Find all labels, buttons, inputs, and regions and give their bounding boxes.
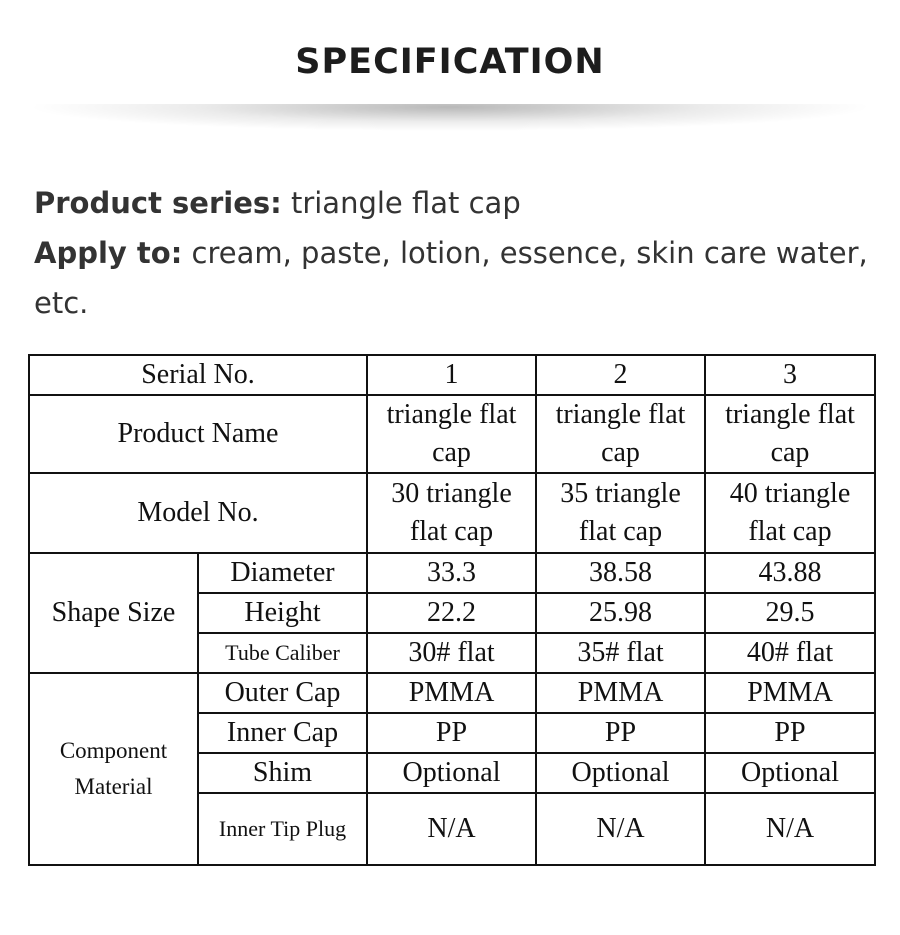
shim-cell: Optional xyxy=(705,753,875,793)
diameter-cell: 38.58 xyxy=(536,553,705,593)
product-name-cell: triangle flat cap xyxy=(705,395,875,473)
component-material-group-cell: Component Material xyxy=(29,673,198,865)
apply-to-line xyxy=(34,228,884,328)
col-header-cell: 2 xyxy=(536,355,705,395)
height-label-cell: Height xyxy=(198,593,367,633)
diameter-cell: 33.3 xyxy=(367,553,536,593)
apply-to-value: cream, paste, lotion, essence, skin care water, etc. xyxy=(34,236,868,320)
tube-caliber-cell: 35# flat xyxy=(536,633,705,673)
model-cell: 30 triangle flat cap xyxy=(367,473,536,553)
outer-cap-label-cell: Outer Cap xyxy=(198,673,367,713)
product-series-value: triangle flat cap xyxy=(281,186,521,220)
col-header-cell: 1 xyxy=(367,355,536,395)
table-row xyxy=(29,355,875,395)
shim-cell: Optional xyxy=(536,753,705,793)
table-row xyxy=(29,553,875,593)
col-header-cell: 3 xyxy=(705,355,875,395)
diameter-label-cell: Diameter xyxy=(198,553,367,593)
height-cell: 22.2 xyxy=(367,593,536,633)
diameter-cell: 43.88 xyxy=(705,553,875,593)
model-cell: 35 triangle flat cap xyxy=(536,473,705,553)
inner-cap-cell: PP xyxy=(536,713,705,753)
product-name-label-cell: Product Name xyxy=(29,395,367,473)
tube-caliber-cell: 30# flat xyxy=(367,633,536,673)
model-label-cell: Model No. xyxy=(29,473,367,553)
specification-table xyxy=(28,354,876,866)
product-name-cell: triangle flat cap xyxy=(536,395,705,473)
table-row xyxy=(29,395,875,473)
tube-caliber-label-cell: Tube Caliber xyxy=(198,633,367,673)
table-row xyxy=(29,473,875,553)
shape-size-group-cell: Shape Size xyxy=(29,553,198,673)
model-cell: 40 triangle flat cap xyxy=(705,473,875,553)
product-series-line xyxy=(34,178,884,228)
tube-caliber-cell: 40# flat xyxy=(705,633,875,673)
inner-tip-plug-cell: N/A xyxy=(536,793,705,865)
shim-cell: Optional xyxy=(367,753,536,793)
table-row xyxy=(29,673,875,713)
inner-cap-label-cell: Inner Cap xyxy=(198,713,367,753)
section-heading: SPECIFICATION xyxy=(295,42,605,82)
inner-tip-plug-cell: N/A xyxy=(367,793,536,865)
inner-tip-plug-label-cell: Inner Tip Plug xyxy=(198,793,367,865)
inner-cap-cell: PP xyxy=(367,713,536,753)
product-name-cell: triangle flat cap xyxy=(367,395,536,473)
outer-cap-cell: PMMA xyxy=(536,673,705,713)
height-cell: 25.98 xyxy=(536,593,705,633)
product-intro xyxy=(34,178,884,328)
outer-cap-cell: PMMA xyxy=(367,673,536,713)
inner-cap-cell: PP xyxy=(705,713,875,753)
product-series-label: Product series: xyxy=(34,186,282,220)
shim-label-cell: Shim xyxy=(198,753,367,793)
height-cell: 29.5 xyxy=(705,593,875,633)
serial-label-cell: Serial No. xyxy=(29,355,367,395)
inner-tip-plug-cell: N/A xyxy=(705,793,875,865)
outer-cap-cell: PMMA xyxy=(705,673,875,713)
apply-to-label: Apply to: xyxy=(34,236,183,270)
heading-shadow-divider xyxy=(30,104,870,134)
